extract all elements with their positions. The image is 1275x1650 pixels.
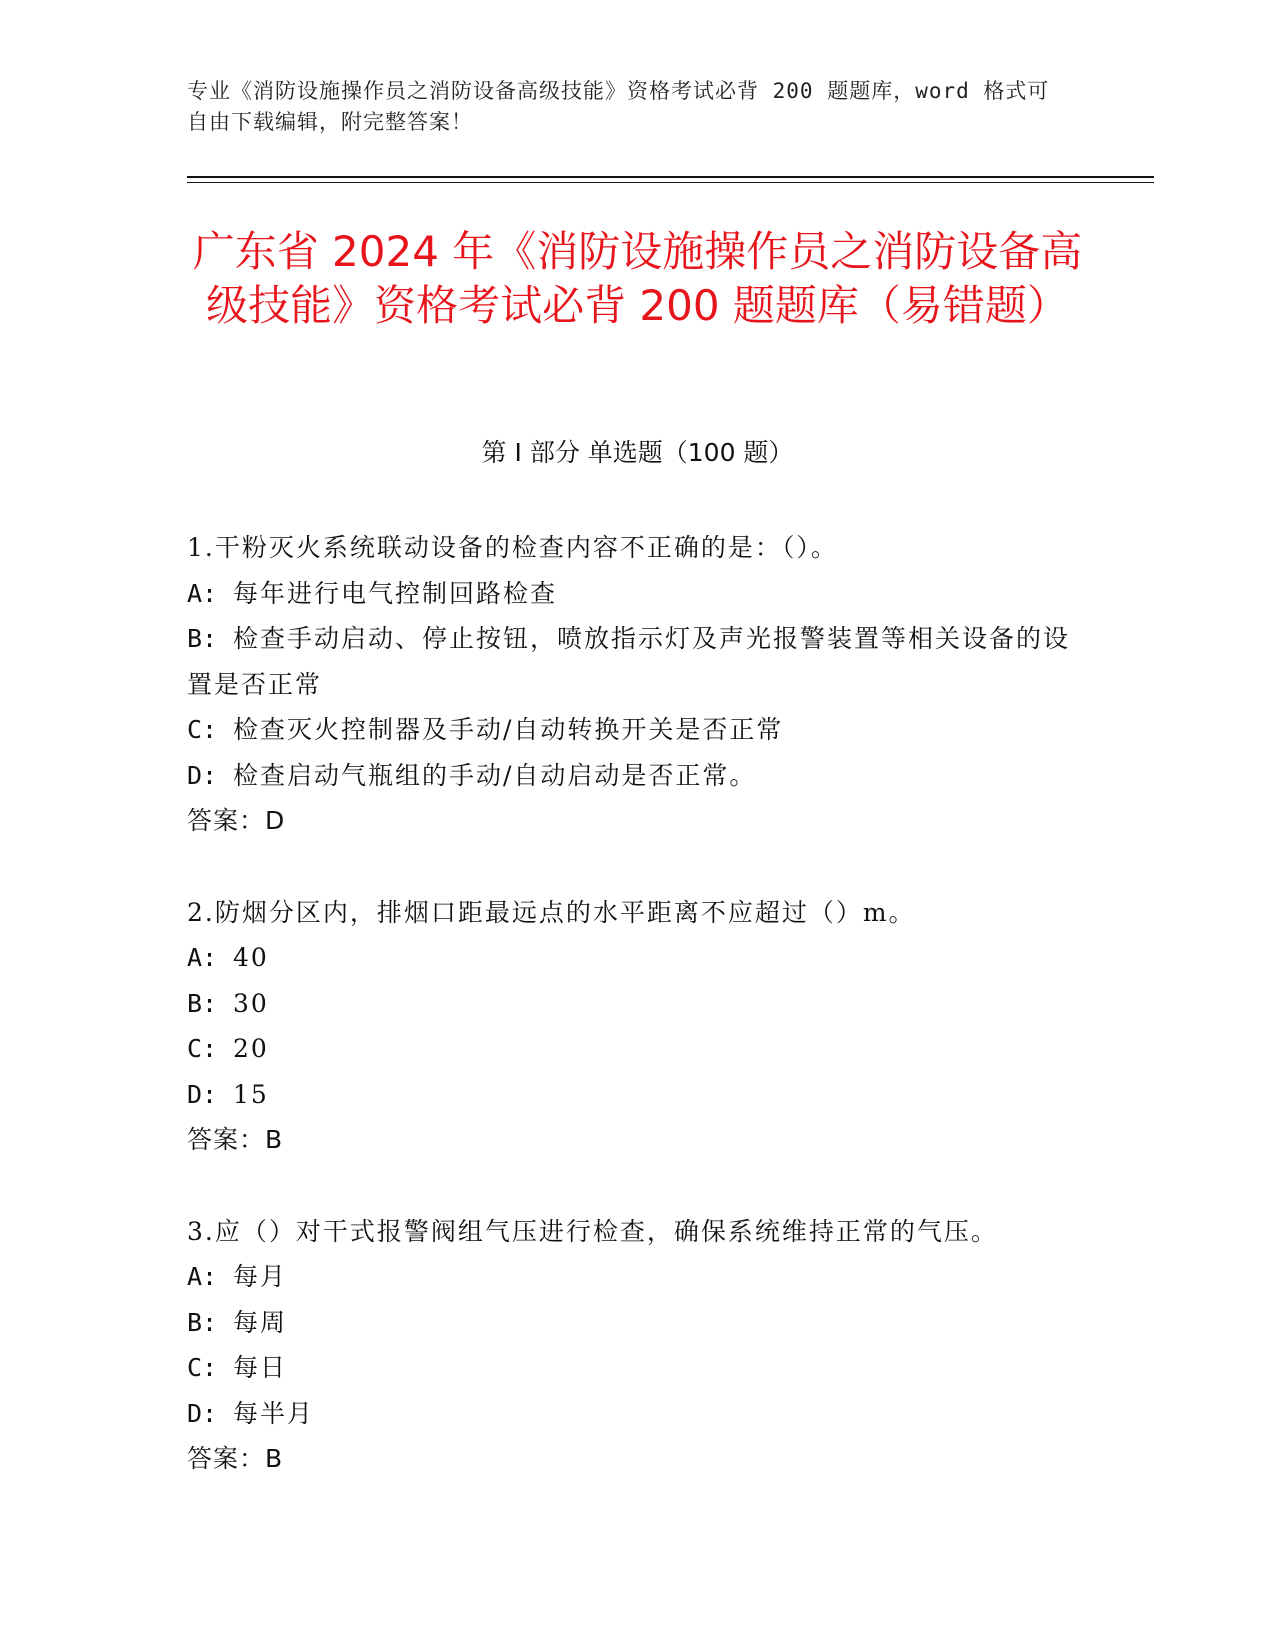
option-c [187, 1026, 1077, 1072]
option-b [187, 981, 1077, 1027]
answer-line: 答案：B [187, 1444, 284, 1473]
option-a [187, 935, 1077, 981]
option-a [187, 571, 1077, 617]
option-letter: A: [187, 943, 218, 972]
option-letter: A: [187, 1262, 218, 1291]
question-stem: 1.干粉灭火系统联动设备的检查内容不正确的是：（）。 [187, 533, 838, 562]
option-text: 40 [233, 943, 269, 972]
option-letter: B: [187, 624, 218, 653]
option-letter: A: [187, 578, 218, 608]
option-text: 20 [233, 1034, 269, 1063]
question-list [187, 525, 1077, 1528]
option-text: 检查手动启动、停止按钮，喷放指示灯及声光报警装置等相关设备的设置是否正常 [187, 624, 1071, 699]
option-text: 每半月 [233, 1398, 315, 1428]
option-c [187, 707, 1077, 753]
option-text: 检查灭火控制器及手动/自动转换开关是否正常 [233, 715, 784, 744]
option-d [187, 753, 1077, 799]
answer-line: 答案：D [187, 806, 286, 835]
option-text: 每年进行电气控制回路检查 [233, 578, 558, 608]
question-1 [187, 525, 1077, 844]
option-letter: D: [187, 1079, 218, 1109]
option-letter: C: [187, 715, 218, 744]
option-text: 每月 [233, 1262, 288, 1291]
question-2 [187, 890, 1077, 1163]
option-text: 30 [233, 988, 269, 1018]
option-text: 每日 [233, 1353, 288, 1382]
section-title: 第 I 部分 单选题（100 题） [481, 438, 794, 467]
option-letter: D: [187, 760, 218, 790]
header-rule-thin [187, 182, 1154, 183]
option-letter: D: [187, 1398, 218, 1428]
option-letter: B: [187, 1307, 218, 1337]
option-c [187, 1345, 1077, 1391]
option-text: 15 [233, 1079, 269, 1109]
question-stem: 2.防烟分区内，排烟口距最远点的水平距离不应超过（）m。 [187, 897, 916, 927]
option-b [187, 616, 1077, 707]
option-a [187, 1254, 1077, 1300]
option-letter: C: [187, 1353, 218, 1382]
header-note: 专业《消防设施操作员之消防设备高级技能》资格考试必背 200 题题库，word 格式可自由下载编辑，附完整答案！ [187, 79, 1050, 134]
header-rule-thick [187, 176, 1154, 178]
question-3 [187, 1209, 1077, 1482]
option-text: 每周 [233, 1307, 288, 1337]
answer-line: 答案：B [187, 1125, 284, 1154]
option-b [187, 1300, 1077, 1346]
question-stem: 3.应（）对干式报警阀组气压进行检查，确保系统维持正常的气压。 [187, 1216, 998, 1246]
option-text: 检查启动气瓶组的手动/自动启动是否正常。 [233, 760, 757, 790]
document-title: 广东省 2024 年《消防设施操作员之消防设备高级技能》资格考试必背 200 题题库（易错题） [192, 227, 1083, 330]
option-d [187, 1072, 1077, 1118]
option-letter: B: [187, 988, 218, 1018]
option-d [187, 1391, 1077, 1437]
option-letter: C: [187, 1034, 218, 1063]
